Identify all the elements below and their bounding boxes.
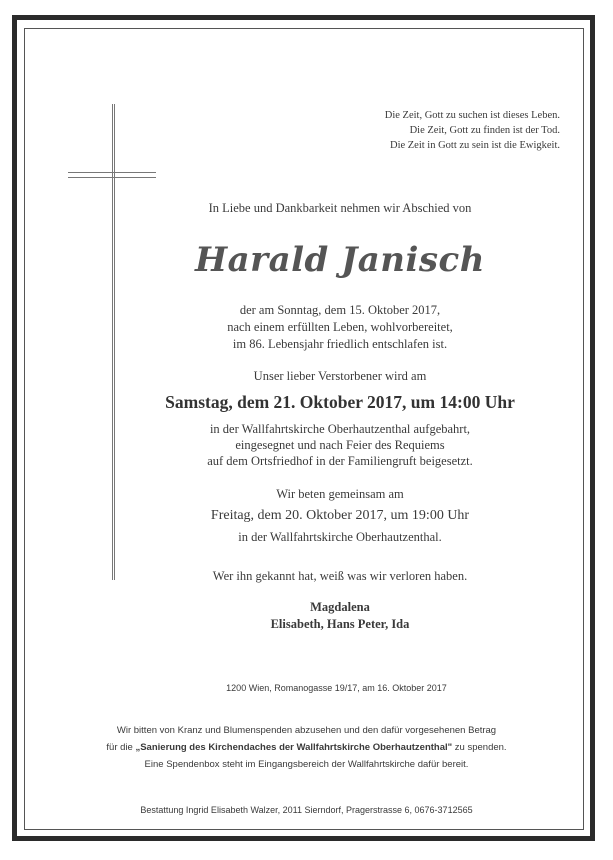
death-line: im 86. Lebensjahr friedlich entschlafen ist. bbox=[232, 337, 448, 351]
donation-suffix: zu spenden. bbox=[452, 742, 507, 753]
funeral-detail-line: eingesegnet und nach Feier des Requiems bbox=[235, 438, 445, 452]
motto-line: Die Zeit in Gott zu sein ist die Ewigkeit. bbox=[389, 140, 560, 151]
prayer-date: Freitag, dem 20. Oktober 2017, um 19:00 Uhr bbox=[210, 508, 470, 523]
family-name: Elisabeth, Hans Peter, Ida bbox=[270, 617, 410, 631]
motto-line: Die Zeit, Gott zu finden ist der Tod. bbox=[409, 125, 560, 136]
family-name: Magdalena bbox=[310, 600, 370, 614]
funeral-detail-line: auf dem Ortsfriedhof in der Familiengruft beigesetzt. bbox=[207, 454, 473, 468]
prayer-line: in der Wallfahrtskirche Oberhautzenthal. bbox=[238, 530, 442, 544]
donation-prefix: für die bbox=[106, 742, 136, 753]
donation-purpose: „Sanierung des Kirchendaches der Wallfahrtskirche Oberhautzenthal" bbox=[135, 742, 453, 753]
prayer-line: Wir beten gemeinsam am bbox=[276, 487, 404, 501]
death-line: der am Sonntag, dem 15. Oktober 2017, bbox=[239, 303, 441, 317]
motto-line: Die Zeit, Gott zu suchen ist dieses Leben. bbox=[384, 110, 560, 121]
death-line: nach einem erfüllten Leben, wohlvorbereitet, bbox=[227, 320, 453, 334]
funeral-home-footer: Bestattung Ingrid Elisabeth Walzer, 2011 Sierndorf, Pragerstrasse 6, 0676-3712565 bbox=[140, 805, 473, 815]
address-line: 1200 Wien, Romanogasse 19/17, am 16. Oktober 2017 bbox=[226, 683, 447, 693]
funeral-date: Samstag, dem 21. Oktober 2017, um 14:00 Uhr bbox=[165, 392, 515, 412]
intro-text: In Liebe und Dankbarkeit nehmen wir Abschied von bbox=[208, 201, 472, 215]
cross-horizontal-beam bbox=[68, 172, 156, 178]
funeral-intro: Unser lieber Verstorbener wird am bbox=[253, 369, 427, 383]
deceased-name: Harald Janisch bbox=[195, 240, 485, 280]
donation-line: Eine Spendenbox steht im Eingangsbereich der Wallfahrtskirche dafür bereit. bbox=[144, 759, 469, 770]
closing-line: Wer ihn gekannt hat, weiß was wir verloren haben. bbox=[212, 569, 468, 583]
motto bbox=[260, 108, 560, 153]
funeral-detail-line: in der Wallfahrtskirche Oberhautzenthal aufgebahrt, bbox=[209, 422, 471, 436]
donation-line bbox=[0, 742, 613, 753]
donation-line: Wir bitten von Kranz und Blumenspenden abzusehen und den dafür vorgesehenen Betrag bbox=[116, 725, 497, 736]
